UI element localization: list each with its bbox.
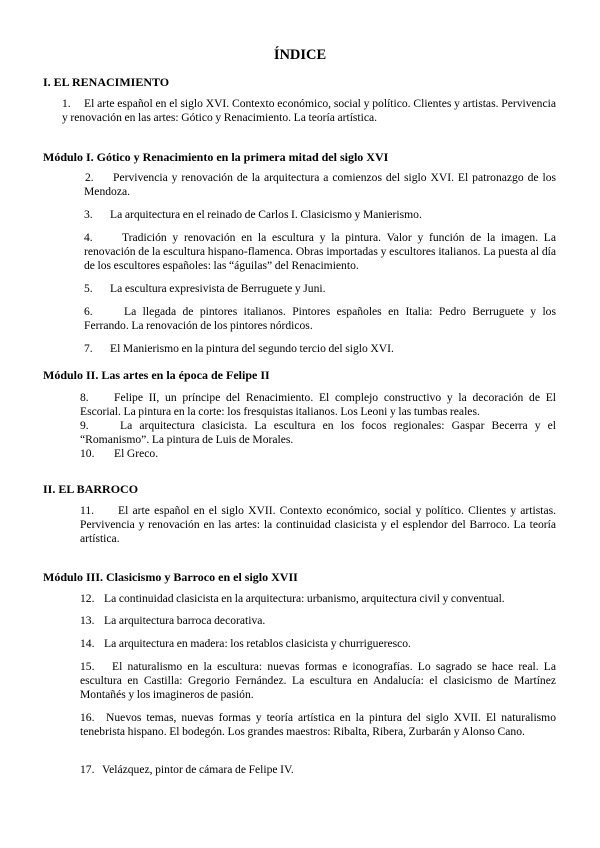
index-item-13: [80, 614, 556, 628]
item-number: 7.: [84, 342, 93, 355]
item-text: El naturalismo en la escultura: nuevas formas e iconografías. Lo sagrado se hace real. La escultura en Castilla: Gregorio Fernández. La escultura en Andalucía: el clasicismo de Martínez Montañés y los imagineros de pasión.: [80, 660, 556, 701]
item-text: La escultura expresivista de Berruguete y Juni.: [110, 282, 326, 295]
item-number: 17.: [80, 763, 95, 776]
index-item-11: [80, 504, 556, 546]
item-text: El Greco.: [114, 447, 159, 460]
index-item-9: [80, 419, 556, 447]
index-item-8: [80, 391, 556, 419]
item-number: 13.: [80, 614, 95, 627]
item-text: La llegada de pintores italianos. Pintores españoles en Italia: Pedro Berruguete y los Ferrando. La renovación de los pintores nórdicos.: [84, 305, 556, 332]
item-text: Felipe II, un príncipe del Renacimiento. El complejo constructivo y la decoración de El Escorial. La pintura en la corte: los fresquistas italianos. Los Leoni y las tumbas reales.: [80, 391, 556, 418]
item-text: El arte español en el siglo XVII. Contexto económico, social y político. Clientes y artistas. Pervivencia y renovación en las artes: la continuidad clasicista y el esplendor del Barroco. La teoría artística.: [80, 504, 556, 545]
page-title: ÍNDICE: [273, 47, 327, 63]
item-text: Pervivencia y renovación de la arquitectura a comienzos del siglo XVI. El patronazgo de los Mendoza.: [84, 171, 556, 198]
item-text: La arquitectura en el reinado de Carlos I. Clasicismo y Manierismo.: [110, 208, 422, 221]
item-number: 3.: [84, 208, 93, 221]
index-item-14: [80, 637, 556, 651]
item-number: 15.: [80, 660, 95, 673]
item-number: 5.: [84, 282, 93, 295]
index-item-17: [80, 763, 556, 777]
item-number: 16.: [80, 711, 95, 724]
section-heading-barroco: II. EL BARROCO: [43, 482, 139, 496]
section-heading-renacimiento: I. EL RENACIMIENTO: [43, 75, 170, 89]
item-number: 9.: [80, 419, 89, 432]
item-number: 12.: [80, 592, 95, 605]
item-text: Tradición y renovación en la escultura y la pintura. Valor y función de la imagen. La renovación de la escultura hispano-flamenca. Obras importadas y escultores italianos. La puesta al día de los escultores españoles: las “águilas” del Renacimiento.: [84, 231, 556, 272]
index-item-4: [84, 231, 556, 273]
item-number: 2.: [85, 171, 94, 184]
item-number: 6.: [84, 305, 93, 318]
item-number: 4.: [84, 231, 93, 244]
index-item-15: [80, 660, 556, 702]
item-number: 10.: [80, 447, 95, 460]
item-text: El arte español en el siglo XVI. Contexto económico, social y político. Clientes y artistas. Pervivencia y renovación en las artes: Gótico y Renacimiento. La teoría artística.: [62, 97, 556, 124]
index-item-3: [84, 208, 556, 222]
index-item-1: [62, 97, 556, 125]
index-item-6: [84, 305, 556, 333]
item-text: El Manierismo en la pintura del segundo tercio del siglo XVI.: [110, 342, 394, 355]
item-number: 1.: [62, 97, 71, 110]
index-item-10: [80, 447, 556, 461]
module-heading-1: Módulo I. Gótico y Renacimiento en la primera mitad del siglo XVI: [43, 150, 389, 164]
index-item-7: [84, 342, 556, 356]
item-text: La continuidad clasicista en la arquitectura: urbanismo, arquitectura civil y conventual.: [104, 592, 505, 605]
index-item-12: [80, 592, 556, 606]
item-text: La arquitectura clasicista. La escultura en los focos regionales: Gaspar Becerra y el “Romanismo”. La pintura de Luis de Morales.: [80, 419, 556, 446]
item-text: Nuevos temas, nuevas formas y teoría artística en la pintura del siglo XVII. El naturalismo tenebrista hispano. El bodegón. Los grandes maestros: Ribalta, Ribera, Zurbarán y Alonso Cano.: [80, 711, 556, 738]
item-text: La arquitectura en madera: los retablos clasicista y churrigueresco.: [104, 637, 411, 650]
module-heading-2: Módulo II. Las artes en la época de Felipe II: [43, 368, 270, 382]
index-item-5: [84, 282, 556, 296]
item-number: 14.: [80, 637, 95, 650]
item-text: La arquitectura barroca decorativa.: [104, 614, 266, 627]
module-heading-3: Módulo III. Clasicismo y Barroco en el siglo XVII: [43, 570, 298, 584]
item-number: 11.: [80, 504, 95, 517]
index-item-16: [80, 711, 556, 739]
index-item-2: [84, 171, 556, 199]
item-text: Velázquez, pintor de cámara de Felipe IV.: [102, 763, 294, 776]
item-number: 8.: [80, 391, 89, 404]
